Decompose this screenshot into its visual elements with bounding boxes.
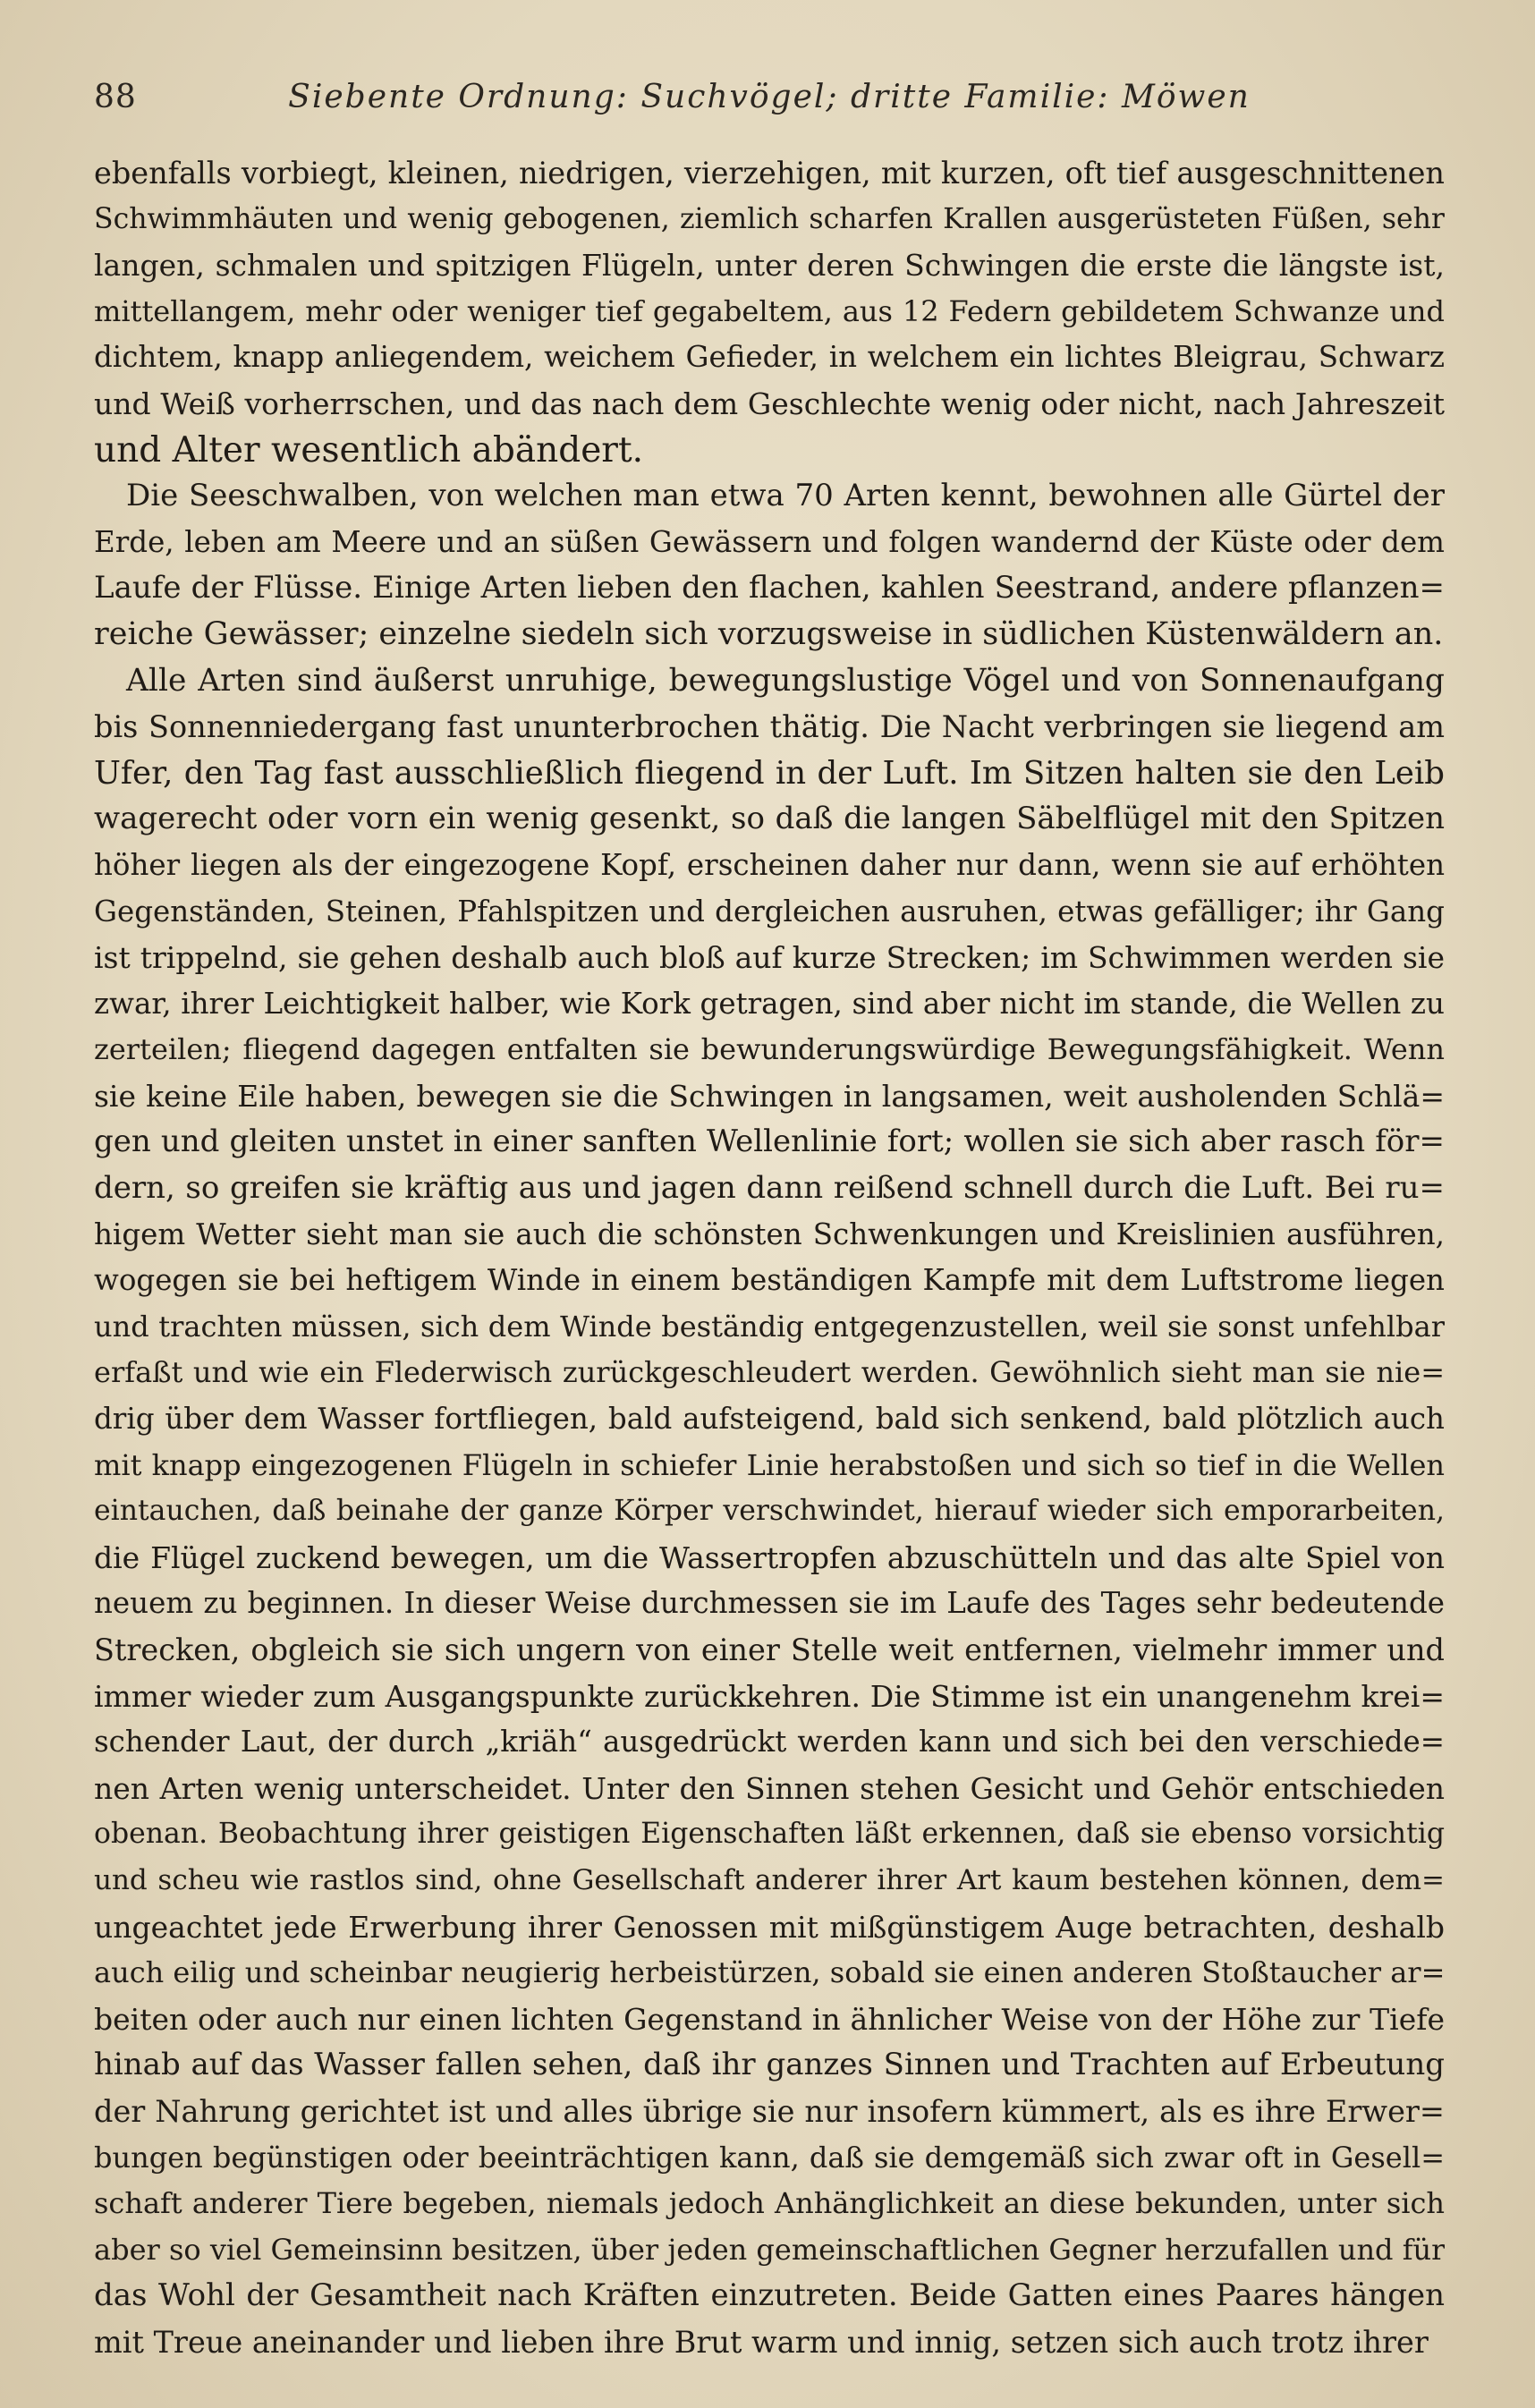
text-line: wagerecht oder vorn ein wenig gesenkt, so daß die langen Säbelflügel mit den Spitzen: [94, 801, 1445, 837]
text-line: Gegenständen, Steinen, Pfahlspitzen und dergleichen ausruhen, etwas gefälliger; ihr Gang: [94, 894, 1445, 928]
text-line: mit knapp eingezogenen Flügeln in schiefer Linie herabstoßen und sich so tief in die Wellen: [94, 1447, 1445, 1482]
text-line: und scheu wie rastlos sind, ohne Gesellschaft anderer ihrer Art kaum bestehen können, dem=: [94, 1863, 1445, 1896]
text-line: mit Treue aneinander und lieben ihre Brut warm und innig, setzen sich auch trotz ihrer: [94, 2324, 1429, 2360]
text-line: und Alter wesentlich abändert.: [94, 429, 644, 471]
text-line: aber so viel Gemeinsinn besitzen, über jeden gemeinschaftlichen Gegner herzufallen und für: [94, 2232, 1445, 2267]
text-line: schaft anderer Tiere begeben, niemals jedoch Anhänglichkeit an diese bekunden, unter sich: [94, 2186, 1445, 2221]
text-line: und trachten müssen, sich dem Winde beständig entgegenzustellen, weil sie sonst unfehlbar: [94, 1309, 1445, 1344]
text-line: gen und gleiten unstet in einer sanften Wellenlinie fort; wollen sie sich aber rasch för=: [94, 1123, 1445, 1160]
text-line: bis Sonnenniedergang fast ununterbrochen thätig. Die Nacht verbringen sie liegend am: [94, 709, 1445, 745]
text-line: bungen begünstigen oder beeinträchtigen kann, daß sie demgemäß sich zwar oft in Gesell=: [94, 2140, 1445, 2175]
text-line: zwar, ihrer Leichtigkeit halber, wie Kork getragen, sind aber nicht im stande, die Wellen zu: [94, 986, 1445, 1021]
text-line: höher liegen als der eingezogene Kopf, erscheinen daher nur dann, wenn sie auf erhöhten: [94, 847, 1445, 882]
text-line: wogegen sie bei heftigem Winde in einem beständigen Kampfe mit dem Luftstrome liegen: [94, 1263, 1445, 1298]
text-line: Erde, leben am Meere und an süßen Gewässern und folgen wandernd der Küste oder dem: [94, 524, 1445, 559]
text-line: immer wieder zum Ausgangspunkte zurückkehren. Die Stimme ist ein unangenehm krei=: [94, 1678, 1445, 1714]
text-line: neuem zu beginnen. In dieser Weise durchmessen sie im Laufe des Tages sehr bedeutende: [94, 1586, 1445, 1621]
text-line: erfaßt und wie ein Flederwisch zurückgeschleudert werden. Gewöhnlich sieht man sie nie=: [94, 1355, 1445, 1390]
text-line: hinab auf das Wasser fallen sehen, daß ihr ganzes Sinnen und Trachten auf Erbeutung: [94, 2047, 1445, 2083]
text-line: Strecken, obgleich sie sich ungern von einer Stelle weit entfernen, vielmehr immer und: [94, 1632, 1445, 1667]
text-line: langen, schmalen und spitzigen Flügeln, unter deren Schwingen die erste die längste ist,: [94, 248, 1445, 284]
text-line: reiche Gewässer; einzelne siedeln sich vorzugsweise in südlichen Küstenwäldern an.: [94, 615, 1444, 652]
page-header: [94, 79, 1445, 132]
text-line: Laufe der Flüsse. Einige Arten lieben den flachen, kahlen Seestrand, andere pflanzen=: [94, 570, 1445, 606]
text-line: mittellangem, mehr oder weniger tief gegabeltem, aus 12 Federn gebildetem Schwanze und: [94, 293, 1445, 328]
text-line: nen Arten wenig unterscheidet. Unter den Sinnen stehen Gesicht und Gehör entschieden: [94, 1770, 1445, 1806]
text-line: ebenfalls vorbiegt, kleinen, niedrigen, vierzehigen, mit kurzen, oft tief ausgeschnittenen: [94, 156, 1445, 191]
text-line: higem Wetter sieht man sie auch die schönsten Schwenkungen und Kreislinien ausführen,: [94, 1217, 1445, 1251]
paragraph: [94, 473, 1445, 657]
running-head: Siebente Ordnung: Suchvögel; dritte Familie: Möwen: [288, 79, 1251, 115]
paragraph: [94, 658, 1445, 2366]
text-line: beiten oder auch nur einen lichten Gegenstand in ähnlicher Weise von der Höhe zur Tiefe: [94, 2001, 1445, 2037]
text-line: Die Seeschwalben, von welchen man etwa 70 Arten kennt, bewohnen alle Gürtel der: [126, 478, 1445, 514]
text-line: ist trippelnd, sie gehen deshalb auch bloß auf kurze Strecken; im Schwimmen werden sie: [94, 940, 1445, 976]
text-line: obenan. Beobachtung ihrer geistigen Eigenschaften läßt erkennen, daß sie ebenso vorsichtig: [94, 1818, 1445, 1851]
text-line: die Flügel zuckend bewegen, um die Wassertropfen abzuschütteln und das alte Spiel von: [94, 1539, 1445, 1575]
body-text: [94, 150, 1445, 2366]
text-line: sie keine Eile haben, bewegen sie die Schwingen in langsamen, weit ausholenden Schlä=: [94, 1078, 1445, 1114]
text-line: Schwimmhäuten und wenig gebogenen, ziemlich scharfen Krallen ausgerüsteten Füßen, sehr: [94, 202, 1445, 235]
text-line: auch eilig und scheinbar neugierig herbeistürzen, sobald sie einen anderen Stoßtaucher ar=: [94, 1955, 1445, 1990]
text-line: und Weiß vorherrschen, und das nach dem Geschlechte wenig oder nicht, nach Jahreszeit: [94, 386, 1445, 421]
page-number: 88: [94, 79, 137, 115]
text-line: Ufer, den Tag fast ausschließlich fliegend in der Luft. Im Sitzen halten sie den Leib: [94, 754, 1445, 792]
text-line: dern, so greifen sie kräftig aus und jagen dann reißend schnell durch die Luft. Bei ru=: [94, 1170, 1445, 1207]
text-line: ungeachtet jede Erwerbung ihrer Genossen mit mißgünstigem Auge betrachten, deshalb: [94, 1909, 1445, 1945]
text-line: drig über dem Wasser fortfliegen, bald aufsteigend, bald sich senkend, bald plötzlich auch: [94, 1402, 1445, 1437]
text-line: eintauchen, daß beinahe der ganze Körper verschwindet, hierauf wieder sich emporarbeiten,: [94, 1495, 1445, 1528]
text-line: das Wohl der Gesamtheit nach Kräften einzutreten. Beide Gatten eines Paares hängen: [94, 2277, 1445, 2314]
paragraph: [94, 150, 1445, 473]
text-line: schender Laut, der durch „kriäh“ ausgedrückt werden kann und sich bei den verschiede=: [94, 1725, 1445, 1759]
text-line: der Nahrung gerichtet ist und alles übrige sie nur insofern kümmert, als es ihre Erwer=: [94, 2093, 1445, 2129]
text-line: zerteilen; fliegend dagegen entfalten sie bewunderungswürdige Bewegungsfähigkeit. Wenn: [94, 1032, 1445, 1067]
text-line: Alle Arten sind äußerst unruhige, bewegungslustige Vögel und von Sonnenaufgang: [126, 662, 1445, 699]
text-line: dichtem, knapp anliegendem, weichem Gefieder, in welchem ein lichtes Bleigrau, Schwarz: [94, 340, 1445, 375]
